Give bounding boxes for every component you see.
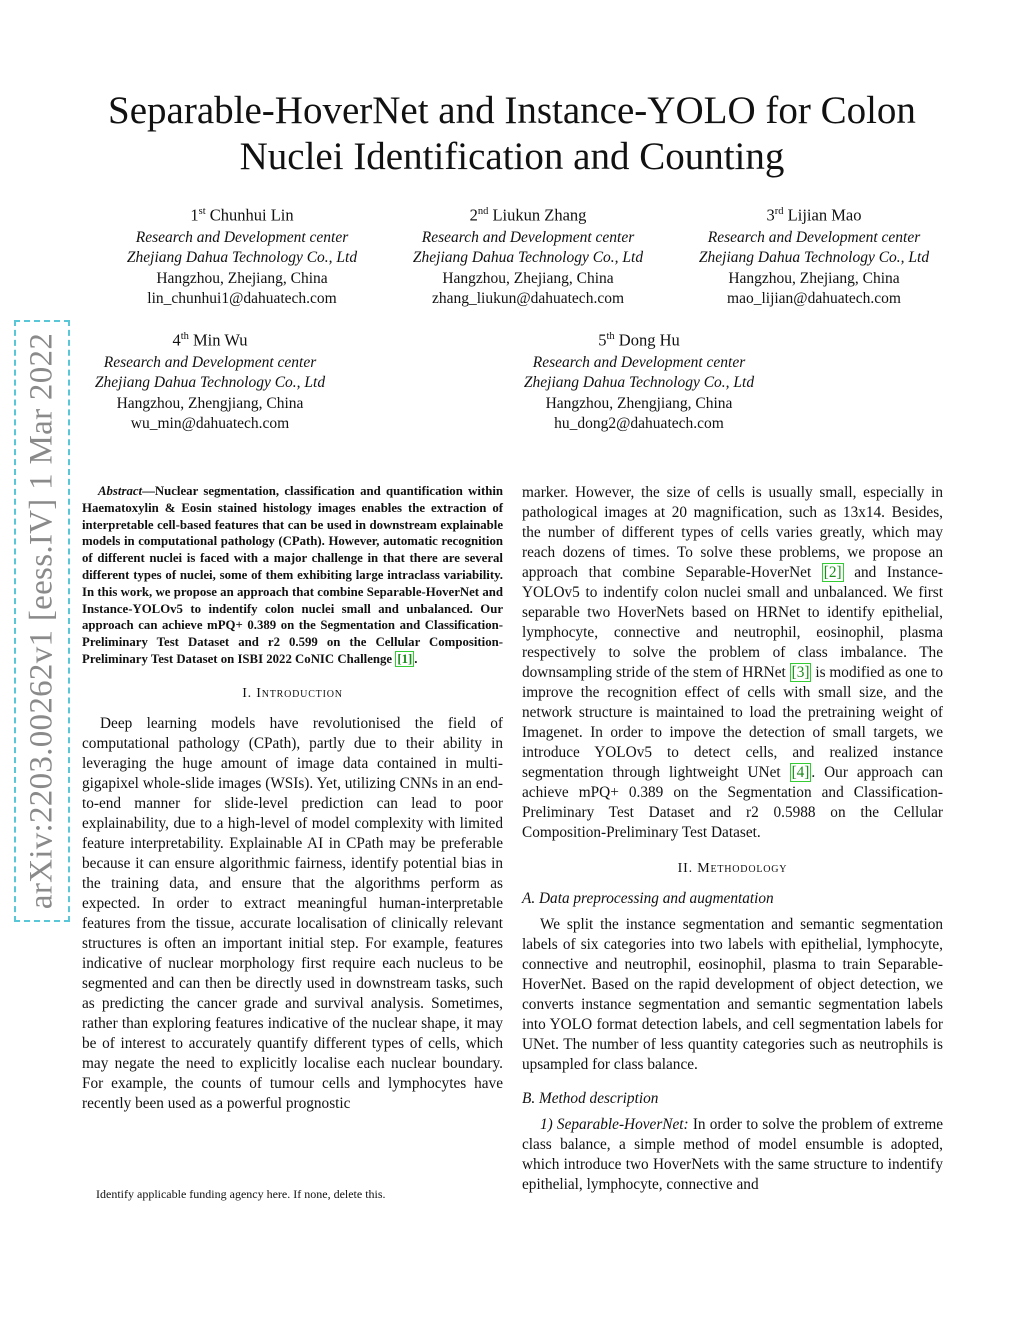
author-name: Min Wu <box>193 330 248 350</box>
author-block-5: 5th Dong Hu Research and Development center Zhejiang Dahua Technology Co., Ltd Hangzhou, Zhengjiang, China hu_dong2@dahuatech.com <box>497 325 781 435</box>
author-name: Lijian Mao <box>787 205 862 225</box>
subsection-b1-paragraph: 1) Separable-HoverNet: In order to solve the problem of extreme class balance, a simple method of model ensumble is adopted, which introduce two HoverNets with the same structure to indentify epithelial, lymphocyte, connective and <box>522 1116 944 1193</box>
author-block-2: 2nd Liukun Zhang Research and Development center Zhejiang Dahua Technology Co., Ltd Hangzhou, Zhejiang, China zhang_liukun@dahuatech.com <box>386 200 670 310</box>
author-email: mao_lijian@dahuatech.com <box>727 290 901 307</box>
author-block-4: 4th Min Wu Research and Development center Zhejiang Dahua Technology Co., Ltd Hangzhou, Zhengjiang, China wu_min@dahuatech.com <box>68 325 352 435</box>
author-dept: Research and Development center <box>135 228 349 246</box>
author-block-1: 1st Chunhui Lin Research and Development center Zhejiang Dahua Technology Co., Ltd Hangzhou, Zhejiang, China lin_chunhui1@dahuatech.com <box>100 200 384 310</box>
author-email: hu_dong2@dahuatech.com <box>554 415 724 432</box>
author-block-3: 3rd Lijian Mao Research and Development center Zhejiang Dahua Technology Co., Ltd Hangzhou, Zhejiang, China mao_lijian@dahuatech.com <box>672 200 956 310</box>
abstract: Abstract—Nuclear segmentation, classification and quantification within Haematoxylin & Eosin stained histology images enables the extraction of interpretable cell-based features that can be used in downstream explainable models in computational pathology (CPath). However, automatic recognition of different nuclei is faced with a major challenge in that there are several different types of nuclei, some of them exhibiting large intraclass variability. In this work, we propose an approach that combine Separable-HoverNet and Instance-YOLOv5 to indentify colon nuclei small and unbalanced. Our approach can achieve mPQ+ 0.389 on the Segmentation and Classification-Preliminary Test Dataset and r2 0.599 on the Cellular Composition-Preliminary Test Dataset on ISBI 2022 CoNIC Challenge [1] . <box>82 484 503 666</box>
author-org: Zhejiang Dahua Technology Co., Ltd <box>94 374 326 391</box>
author-location: Hangzhou, Zhejiang, China <box>156 269 328 287</box>
author-location: Hangzhou, Zhengjiang, China <box>545 394 733 412</box>
abstract-lead: Abstract <box>98 484 143 498</box>
author-org: Zhejiang Dahua Technology Co., Ltd <box>698 249 930 266</box>
author-org: Zhejiang Dahua Technology Co., Ltd <box>412 249 644 266</box>
author-org: Zhejiang Dahua Technology Co., Ltd <box>126 249 358 266</box>
abstract-text: Nuclear segmentation, classification and quantification within Haematoxylin & Eosin stained histology images enables the extraction of interpretable cell-based features that can be used in downstream explainable models in computational pathology (CPath). However, automatic recognition of different nuclei is faced with a major challenge in that there are several different types of nuclei, some of them exhibiting large intraclass variability. In this work, we propose an approach that combine Separable-HoverNet and Instance-YOLOv5 to indentify colon nuclei small and unbalanced. Our approach can achieve mPQ+ 0.389 on the Segmentation and Classification-Preliminary Test Dataset and r2 0.599 on the Cellular Composition-Preliminary Test Dataset on ISBI 2022 CoNIC Challenge <box>82 484 503 666</box>
author-dept: Research and Development center <box>421 228 635 246</box>
author-name: Liukun Zhang <box>492 205 587 225</box>
intro-continuation-paragraph: marker. However, the size of cells is usually small, especially in pathological images at 20 magnification, such as 13x14. Besides, the number of different types of cells varies greatly, which may reach dozens of times. To solve these problems, we propose an approach that combine Separable-HoverNet [2] and Instance-YOLOv5 to indentify colon nuclei small and unbalanced. We first separable two HoverNets based on HRNet to identify epithelial, lymphocyte, connective and neutrophil, eosinophil, plasma respectively to solve the problem of class imbalance. The downsampling stride of the stem of HRNet [3] is modified as one to improve the recognition effect of cells with small size, and the network structure is maintained to load the pretraining weight of Imagenet. In order to impove the detection of small targets, we introduce YOLOv5 to detect cells, and realized instance segmentation through lightweight UNet [4] . Our approach can achieve mPQ+ 0.389 on the Segmentation and Classification-Preliminary Test Dataset and r2 0.5988 on the Cellular Composition-Preliminary Test Dataset. <box>522 484 943 841</box>
author-dept: Research and Development center <box>103 353 317 371</box>
author-name: Chunhui Lin <box>209 205 294 225</box>
subsection-a-paragraph: We split the instance segmentation and semantic segmentation labels of six categories into two labels with epithelial, lymphocyte, connective and neutrophil, eosinophil, plasma to train Separable- HoverNet. Based on the rapid development of object detection, we converts instance segmentation and semantic segmentation labels into YOLO format detection labels, and cell segmentation labels for UNet. The number of less quantity categories such as neutrophils is upsampled for class balance. <box>522 916 943 1073</box>
citation-link-2[interactable]: [2] <box>823 564 842 581</box>
author-dept: Research and Development center <box>532 353 746 371</box>
author-location: Hangzhou, Zhejiang, China <box>728 269 900 287</box>
footnote: Identify applicable funding agency here. If none, delete this. <box>96 1187 386 1201</box>
paper-title: Separable-HoverNet and Instance-YOLO for Colon Nuclei Identification and Counting <box>108 89 916 178</box>
author-name: Dong Hu <box>618 330 680 350</box>
author-dept: Research and Development center <box>707 228 921 246</box>
author-email: wu_min@dahuatech.com <box>130 415 290 432</box>
arxiv-stamp <box>14 320 70 922</box>
author-location: Hangzhou, Zhejiang, China <box>442 269 614 287</box>
section-heading-methodology: II. Methodology <box>677 861 788 876</box>
author-location: Hangzhou, Zhengjiang, China <box>116 394 304 412</box>
subsection-heading-b: B. Method description <box>522 1090 659 1107</box>
citation-link-1[interactable]: [1] <box>397 651 413 666</box>
citation-link-3[interactable]: [3] <box>791 664 810 681</box>
subsubsection-label: 1) Separable-HoverNet: <box>540 1116 689 1133</box>
right-column <box>522 483 943 1195</box>
arxiv-stamp-text: arXiv:2203.00262v1 [eess.IV] 1 Mar 2022 <box>23 332 60 910</box>
author-email: zhang_liukun@dahuatech.com <box>431 290 625 307</box>
left-column <box>82 483 503 1114</box>
introduction-paragraph: Deep learning models have revolutionised the field of computational pathology (CPath), partly due to their ability in leveraging the huge amount of image data contained in multi-gigapixel whole-slide images (WSIs). Yet, utilizing CNNs in an end-to-end manner for slide-level prediction can lead to poor explainability, due to a high-level of model complexity with limited feature interpretability. Explainable AI in CPath may be preferable because it can ensure algorithmic fairness, identify potential bias in the training data, and ensure that the algorithms perform as expected. In order to extract meaningful human-interpretable features from the tissue, accurate localisation of clinically relevant structures is often an important initial step. For example, features indicative of nuclear morphology first require each nucleus to be segmented and can then be directly used in downstream tasks, such as predicting the cancer grade and survival analysis. Sometimes, rather than exploring features indicative of the nuclear shape, it may be of interest to accurately quantify different types of cells, which may negate the need to explicitly localise each nuclear boundary. For example, the counts of tumour cells and lymphocytes have recently been used as a powerful prognostic <box>82 714 503 1112</box>
author-org: Zhejiang Dahua Technology Co., Ltd <box>523 374 755 391</box>
subsection-heading-a: A. Data preprocessing and augmentation <box>522 890 774 907</box>
citation-link-4[interactable]: [4] <box>791 764 810 781</box>
author-email: lin_chunhui1@dahuatech.com <box>147 290 337 307</box>
section-heading-introduction: I. Introduction <box>242 685 343 701</box>
